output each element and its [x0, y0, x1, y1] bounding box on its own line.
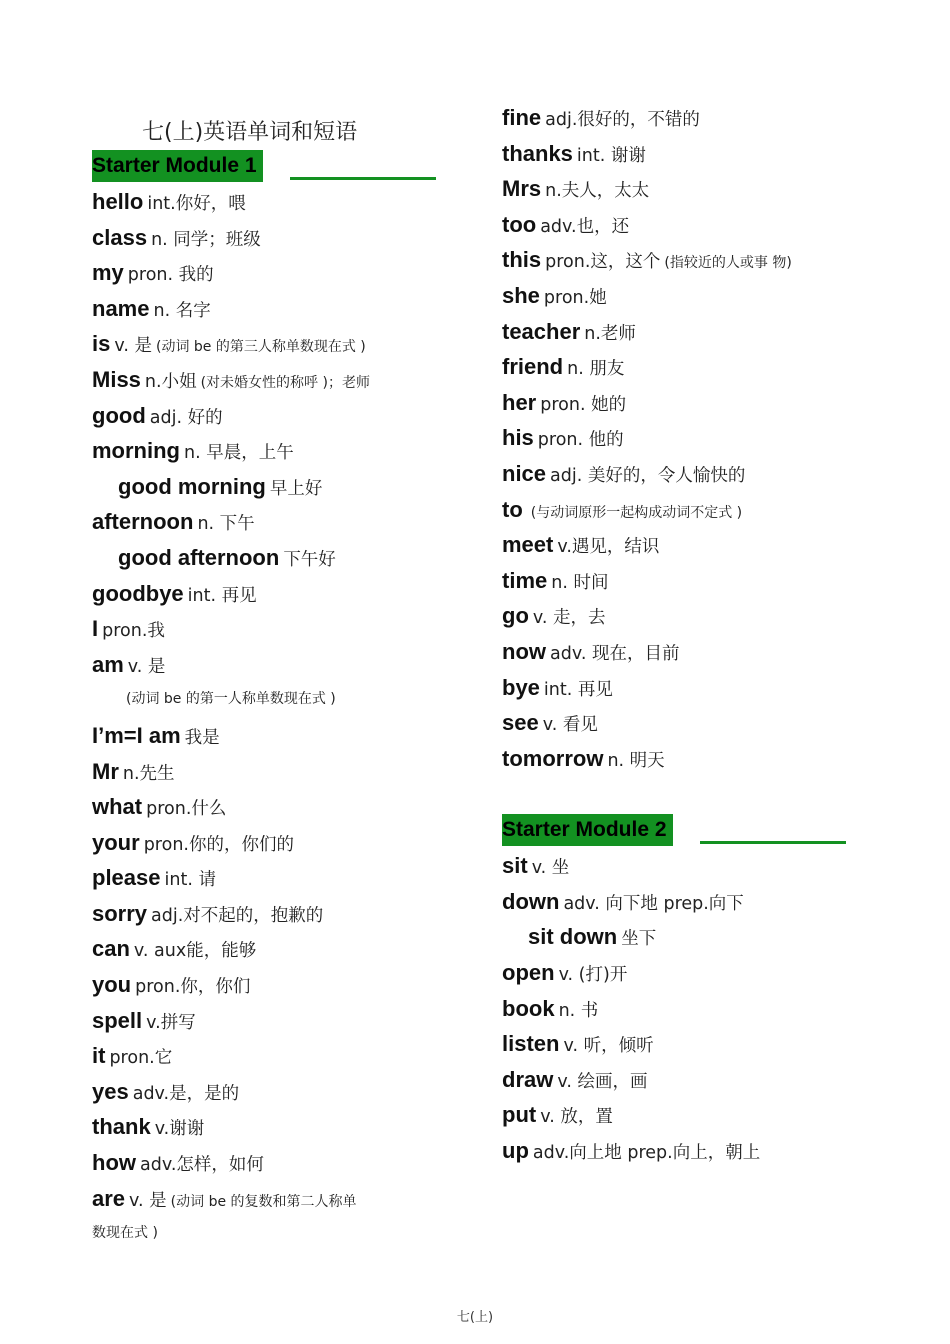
entry-word: now [502, 638, 546, 664]
spacer [502, 776, 882, 814]
vocab-entry [92, 184, 452, 220]
entry-word: afternoon [92, 509, 194, 535]
entry-definition: v. 是 [129, 1190, 167, 1211]
vocab-entry [92, 1074, 452, 1110]
vocab-entry [502, 919, 882, 955]
vocab-entry [502, 670, 882, 706]
entry-definition: 坐下 [621, 929, 657, 950]
entry-definition: adj. 好的 [149, 407, 223, 428]
vocab-entry [502, 100, 882, 136]
word-list [502, 848, 882, 1168]
vocab-entry [502, 884, 882, 920]
vocab-entry [92, 504, 452, 540]
entry-definition: 我是 [184, 727, 220, 748]
section-header-starter-module-2 [502, 814, 882, 848]
entry-word: is [92, 331, 111, 357]
entry-definition: adv. 向下地 prep.向下 [563, 893, 744, 914]
section-title: Starter Module 1 [92, 150, 263, 182]
entry-word: your [92, 829, 140, 855]
vocab-entry [92, 362, 452, 398]
entry-word: sorry [92, 900, 148, 926]
entry-definition: n.夫人，太太 [545, 181, 650, 202]
entry-word: open [502, 960, 555, 986]
vocab-entry [92, 825, 452, 861]
entry-definition: pron. 他的 [537, 430, 624, 451]
entry-definition: n. 同学；班级 [151, 229, 261, 250]
page-title: 七(上)英语单词和短语 [142, 119, 358, 145]
entry-definition: v.谢谢 [154, 1119, 205, 1140]
entry-word: good afternoon [118, 544, 280, 570]
entry-word: nice [502, 460, 547, 486]
entry-word: thanks [502, 140, 573, 166]
vocab-entry [502, 955, 882, 991]
entry-note: (指较近的人或事 物) [664, 255, 792, 272]
left-column [92, 150, 452, 1252]
entry-word: book [502, 995, 555, 1021]
word-list [92, 184, 452, 1252]
entry-word: go [502, 603, 529, 629]
vocab-entry [502, 420, 882, 456]
entry-word: draw [502, 1066, 554, 1092]
vocab-entry [92, 647, 452, 683]
entry-word: Mrs [502, 176, 542, 202]
entry-word: goodbye [92, 580, 184, 606]
entry-definition: v. 放，置 [540, 1107, 613, 1128]
entry-word: I [92, 616, 99, 642]
entry-word: friend [502, 354, 564, 380]
entry-word: bye [502, 674, 540, 700]
vocab-entry [502, 563, 882, 599]
entry-definition: adv.向上地 prep.向上，朝上 [532, 1143, 761, 1164]
vocab-entry [92, 1003, 452, 1039]
entry-word: name [92, 295, 150, 321]
entry-word: she [502, 282, 540, 308]
entry-word: tomorrow [502, 745, 604, 771]
entry-word: Miss [92, 366, 141, 392]
entry-definition: v. 看见 [542, 715, 598, 736]
entry-continuation: (动词 be 的第一人称单数现在式 ) [126, 691, 336, 708]
vocab-entry [92, 860, 452, 896]
entry-definition: adv.怎样，如何 [140, 1155, 264, 1176]
entry-definition: v. (打)开 [558, 965, 628, 986]
vocab-entry [92, 1038, 452, 1074]
vocab-entry [502, 349, 882, 385]
vocab-entry [502, 1133, 882, 1169]
entry-definition: adv.也，还 [540, 216, 630, 237]
entry-definition: pron.你的，你们的 [143, 834, 294, 855]
entry-definition: v. 是 [114, 336, 152, 357]
section-underline [700, 841, 846, 844]
entry-definition: pron.什么 [146, 799, 227, 820]
entry-word: time [502, 567, 548, 593]
vocab-entry [92, 469, 452, 505]
vocab-entry [502, 848, 882, 884]
entry-definition: v. 绘画，画 [557, 1071, 648, 1092]
entry-word: morning [92, 438, 180, 464]
entry-note: (动词 be 的复数和第二人称单 [170, 1193, 357, 1210]
entry-definition: int. 请 [164, 870, 216, 891]
right-column [502, 100, 882, 1169]
entry-word: too [502, 211, 537, 237]
vocab-entry [92, 682, 452, 718]
entry-word: good morning [118, 473, 266, 499]
entry-definition: int.你好，喂 [147, 194, 246, 214]
entry-word: down [502, 888, 560, 914]
vocab-entry [92, 1109, 452, 1145]
entry-word: how [92, 1150, 136, 1176]
entry-word: meet [502, 532, 554, 558]
entry-definition: n. 早晨，上午 [184, 443, 294, 464]
entry-definition: v. aux能，能够 [133, 941, 257, 962]
entry-word: thank [92, 1114, 151, 1140]
vocab-entry [92, 754, 452, 790]
entry-definition: adj.很好的，不错的 [545, 110, 700, 130]
vocab-entry [502, 598, 882, 634]
entry-definition: n.先生 [122, 763, 175, 784]
word-list [502, 100, 882, 776]
entry-word: her [502, 389, 537, 415]
vocab-entry [92, 611, 452, 647]
entry-note: (与动词原形一起构成动词不定式 ) [530, 504, 743, 521]
entry-definition: n. 时间 [551, 572, 609, 593]
vocab-entry [92, 540, 452, 576]
vocab-entry [502, 1026, 882, 1062]
entry-word: am [92, 651, 124, 677]
vocab-entry [502, 207, 882, 243]
entry-definition: v.拼写 [146, 1012, 196, 1033]
section-title: Starter Module 2 [502, 814, 673, 846]
vocab-entry [502, 242, 882, 278]
vocab-entry [92, 220, 452, 256]
entry-definition: n. 朋友 [567, 359, 625, 380]
entry-definition: int. 再见 [187, 585, 257, 606]
entry-word: this [502, 247, 542, 273]
vocab-entry [92, 1181, 452, 1217]
entry-word: can [92, 936, 130, 962]
vocab-entry [92, 255, 452, 291]
entry-word: fine [502, 105, 542, 130]
vocab-entry [502, 1062, 882, 1098]
entry-definition: n. 明天 [607, 750, 665, 771]
vocab-entry [502, 634, 882, 670]
entry-word: good [92, 402, 146, 428]
entry-word: hello [92, 189, 144, 214]
entry-word: his [502, 425, 534, 451]
vocab-entry [92, 789, 452, 825]
entry-word: yes [92, 1078, 129, 1104]
vocab-entry [502, 278, 882, 314]
entry-word: sit [502, 853, 528, 879]
entry-word: up [502, 1138, 529, 1164]
entry-definition: n. 名字 [153, 300, 211, 321]
entry-definition: pron.这，这个 [545, 252, 661, 273]
entry-word: are [92, 1185, 126, 1211]
vocab-entry [502, 1097, 882, 1133]
vocab-entry [502, 136, 882, 172]
entry-definition: v. 走，去 [532, 608, 606, 629]
entry-definition: pron. 她的 [540, 394, 627, 415]
entry-definition: 下午好 [283, 549, 336, 570]
entry-definition: n.老师 [584, 323, 636, 344]
vocab-entry [92, 1216, 452, 1252]
vocab-entry [502, 385, 882, 421]
entry-word: listen [502, 1031, 560, 1057]
entry-definition: pron.它 [109, 1048, 173, 1069]
vocab-entry [502, 527, 882, 563]
entry-definition: pron.你，你们 [135, 977, 251, 998]
vocab-entry [92, 398, 452, 434]
entry-word: teacher [502, 318, 581, 344]
entry-word: my [92, 260, 124, 286]
entry-definition: n. 下午 [197, 514, 255, 535]
vocab-entry [502, 991, 882, 1027]
vocab-entry [502, 314, 882, 350]
entry-word: it [92, 1043, 106, 1069]
entry-word: Mr [92, 758, 119, 784]
entry-word: you [92, 972, 132, 998]
entry-word: spell [92, 1007, 143, 1033]
entry-word: what [92, 794, 143, 820]
entry-definition: adj. 美好的，令人愉快的 [550, 465, 746, 486]
vocab-entry [92, 718, 452, 754]
entry-definition: int. 再见 [543, 679, 613, 700]
vocab-entry [92, 896, 452, 932]
vocab-entry [92, 291, 452, 327]
vocab-entry [92, 433, 452, 469]
entry-definition: pron.我 [102, 621, 165, 642]
entry-note: (对未婚女性的称呼 )；老师 [200, 374, 370, 391]
vocab-entry [92, 967, 452, 1003]
page-footer: 七(上) [456, 1310, 494, 1325]
entry-definition: adv. 现在，目前 [550, 643, 680, 664]
entry-definition: v. 听，倾听 [563, 1036, 654, 1057]
entry-definition: v. 是 [127, 656, 166, 677]
section-header-starter-module-1 [92, 150, 452, 184]
vocab-entry [502, 456, 882, 492]
entry-definition: pron. 我的 [127, 265, 214, 286]
vocab-entry [92, 931, 452, 967]
entry-word: class [92, 224, 148, 250]
vocab-entry [502, 492, 882, 528]
entry-word: see [502, 710, 539, 736]
entry-word: sit down [528, 924, 618, 950]
vocab-entry [92, 1145, 452, 1181]
entry-definition: adj.对不起的，抱歉的 [151, 905, 324, 926]
vocab-entry [502, 705, 882, 741]
vocab-entry [502, 741, 882, 777]
entry-word: to [502, 496, 523, 522]
entry-continuation: 数现在式 ) [92, 1225, 158, 1242]
vocab-entry [92, 576, 452, 612]
entry-definition: 早上好 [269, 478, 323, 499]
entry-definition: adv.是，是的 [132, 1083, 240, 1104]
entry-definition: n.小姐 [144, 371, 197, 392]
section-underline [290, 177, 436, 180]
entry-definition: n. 书 [558, 1000, 599, 1021]
vocab-entry [92, 326, 452, 362]
entry-word: please [92, 865, 161, 891]
entry-definition: v.遇见，结识 [557, 537, 660, 558]
entry-definition: int. 谢谢 [576, 145, 646, 166]
entry-word: I’m=I am [92, 722, 181, 748]
vocab-entry [502, 171, 882, 207]
entry-definition: pron.她 [543, 287, 607, 308]
entry-note: (动词 be 的第三人称单数现在式 ) [155, 339, 366, 356]
entry-definition: v. 坐 [531, 858, 570, 879]
entry-word: put [502, 1102, 537, 1128]
